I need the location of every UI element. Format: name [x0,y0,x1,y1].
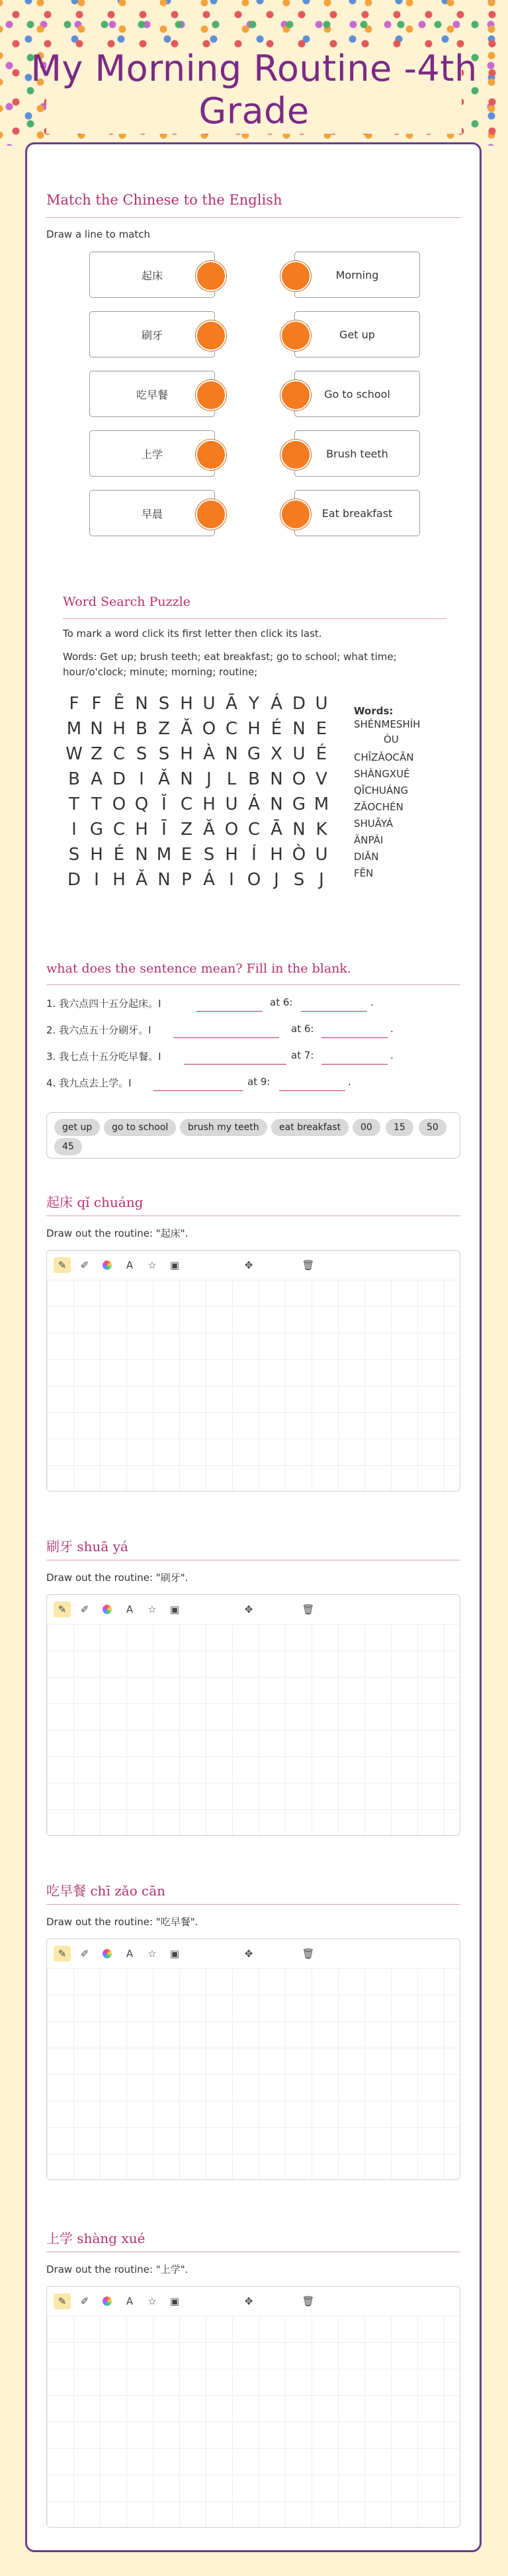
grid-letter[interactable]: À [203,744,215,764]
sentence-end: . [370,996,374,1008]
match-right-label: Go to school [324,387,390,401]
wordlist-item: CHĪZǍOCĀN [354,751,414,763]
sentence-time: at 7: [291,1049,314,1061]
grid-letter[interactable]: Z [91,744,103,764]
grid-letter[interactable]: Á [203,870,215,890]
match-left-dot[interactable] [196,380,226,410]
match-left-dot[interactable] [196,320,226,351]
grid-letter[interactable]: S [158,694,170,714]
grid-letter[interactable]: S [68,845,80,865]
blank-field[interactable] [321,1064,388,1065]
grid-letter[interactable]: H [225,845,238,865]
match-right-box[interactable] [294,252,420,298]
grid-letter[interactable]: N [292,820,306,839]
blank-field[interactable] [184,1064,286,1065]
grid-letter[interactable]: W [65,744,83,764]
wordlist-item: ZǍOCHÉN [354,801,403,813]
image-icon[interactable]: ▣ [169,1259,180,1271]
sentence-end: . [348,1076,351,1088]
grid-letter[interactable]: G [292,794,306,814]
word-chip[interactable]: brush my teeth [180,1119,267,1136]
drawing-canvas[interactable] [47,1968,460,2179]
palette-swatch [103,1949,112,1958]
drawing-title: 上学 shàng xué [46,2230,146,2246]
drawing-panel [46,1250,460,1492]
marker-icon[interactable]: ✐ [80,1259,89,1271]
drawing-title: 吃早餐 chī zǎo cān [46,1883,166,1899]
drawing-toolbar [47,1939,460,1969]
marker-icon[interactable]: ✐ [80,2295,89,2307]
word-chip[interactable]: 50 [419,1119,446,1136]
wordsearch-title: Word Search Puzzle [63,595,190,609]
blank-field[interactable] [153,1090,243,1091]
text-icon[interactable]: A [126,1948,134,1960]
drawing-instruction: Draw out the routine: "起床". [46,1227,189,1239]
grid-letter[interactable]: Ǎ [136,870,148,890]
sentence-text: 2. 我六点五十分刷牙。I [46,1024,151,1036]
grid-letter[interactable]: Y [249,694,259,714]
word-chip[interactable]: 00 [353,1119,380,1136]
grid-letter[interactable]: M [314,794,329,814]
grid-letter[interactable]: S [293,870,305,890]
grid-letter[interactable]: P [181,870,192,890]
match-left-dot[interactable] [196,499,226,530]
grid-letter[interactable]: O [202,719,216,739]
trash-icon[interactable]: 🗑 [302,2295,315,2307]
grid-letter[interactable]: B [248,769,260,789]
star-icon[interactable]: ☆ [148,2295,157,2307]
move-icon[interactable]: ✥ [244,2295,253,2307]
match-left-label: 起床 [141,269,163,282]
sentence-text: 3. 我七点十五分吃早餐。I [46,1051,161,1063]
wordsearch-rule [63,618,446,619]
word-chip[interactable]: 45 [54,1138,82,1155]
drawing-toolbar [47,1595,460,1625]
star-icon[interactable]: ☆ [148,1948,157,1960]
grid-letter[interactable]: H [202,794,216,814]
sentence-text: 1. 我六点四十五分起床。I [46,998,161,1010]
grid-letter[interactable]: S [136,744,148,764]
grid-letter[interactable]: I [94,870,99,890]
grid-letter[interactable]: N [270,769,283,789]
grid-letter[interactable]: Ǎ [158,769,170,789]
match-right-dot[interactable] [280,320,311,351]
word-chip[interactable]: go to school [104,1119,176,1136]
match-left-label: 吃早餐 [136,388,168,401]
pencil-icon[interactable]: ✎ [54,2293,71,2309]
grid-letter[interactable]: U [225,794,238,814]
grid-letter[interactable]: J [319,870,324,890]
fillblank-rule [46,984,460,985]
wordlist-item: SHÀNGXUÉ [354,768,410,780]
grid-letter[interactable]: G [247,744,261,764]
trash-icon[interactable]: 🗑 [302,1948,315,1960]
grid-letter[interactable]: H [180,744,193,764]
marker-icon[interactable]: ✐ [80,1603,89,1615]
grid-letter[interactable]: U [315,845,328,865]
grid-letter[interactable]: H [112,719,126,739]
word-chip[interactable]: eat breakfast [271,1119,349,1136]
image-icon[interactable]: ▣ [169,2295,180,2307]
grid-letter[interactable]: H [180,694,193,714]
match-right-dot[interactable] [280,499,311,530]
star-icon[interactable]: ☆ [148,1603,157,1615]
grid-letter[interactable]: B [136,719,148,739]
grid-letter[interactable]: J [206,769,212,789]
wordlist-item: DIǍN [354,851,379,863]
text-icon[interactable]: A [126,2295,134,2307]
grid-letter[interactable]: É [113,845,125,865]
grid-letter[interactable]: Á [271,694,282,714]
text-icon[interactable]: A [126,1259,134,1271]
grid-letter[interactable]: Z [158,719,170,739]
wordsearch-instruction: To mark a word click its first letter then click its last. [63,628,322,640]
wordsearch-words-line2: hour/o'clock; minute; morning; routine; [63,666,258,678]
grid-letter[interactable]: E [181,845,192,865]
grid-letter[interactable]: N [225,744,238,764]
sentence-text: 4. 我九点去上学。I [46,1077,132,1089]
grid-letter[interactable]: N [157,870,171,890]
grid-letter[interactable]: Á [248,794,260,814]
grid-letter[interactable]: Í [251,845,257,865]
grid-letter[interactable]: N [270,794,283,814]
palette-swatch [103,1605,112,1614]
drawing-canvas[interactable] [47,2316,460,2527]
grid-letter[interactable]: H [112,870,126,890]
wordlist-item: SHUĀYÁ [354,818,394,830]
blank-field[interactable] [321,1037,388,1038]
grid-letter[interactable]: Ǎ [203,820,215,839]
match-left-label: 上学 [141,448,163,461]
grid-letter[interactable]: I [71,820,77,839]
drawing-toolbar [47,2287,460,2316]
match-right-dot[interactable] [280,380,311,410]
grid-letter[interactable]: A [91,769,103,789]
match-left-dot[interactable] [196,440,226,470]
match-left-dot[interactable] [196,261,226,291]
grid-letter[interactable]: Ê [113,694,125,714]
grid-letter[interactable]: U [202,694,216,714]
color-palette-icon[interactable] [99,2293,116,2309]
color-palette-icon[interactable] [99,1601,116,1617]
drawing-instruction: Draw out the routine: "刷牙". [46,1572,189,1584]
grid-letter[interactable]: E [316,719,327,739]
grid-letter[interactable]: G [89,820,104,839]
trash-icon[interactable]: 🗑 [302,1259,315,1271]
grid-letter[interactable]: C [225,719,238,739]
grid-letter[interactable]: N [135,845,148,865]
image-icon[interactable]: ▣ [169,1948,180,1960]
wordlist-title: Words: [354,705,394,717]
grid-letter[interactable]: H [90,845,103,865]
grid-letter[interactable]: C [112,820,126,839]
grid-letter[interactable]: D [292,694,306,714]
grid-letter[interactable]: É [316,744,327,764]
drawing-panel [46,1938,460,2180]
wordlist-item: FĒN [354,867,374,879]
blank-field[interactable] [196,1011,263,1012]
grid-letter[interactable]: C [247,820,261,839]
blank-field[interactable] [173,1037,279,1038]
drawing-instruction: Draw out the routine: "吃早餐". [46,1916,198,1928]
drawing-title: 起床 qǐ chuáng [46,1194,144,1210]
drawing-panel [46,1594,460,1836]
grid-letter[interactable]: Ī [161,820,167,839]
palette-swatch [103,1261,112,1270]
matching-instruction: Draw a line to match [46,228,151,240]
sentence-end: . [390,1023,394,1035]
grid-letter[interactable]: I [139,769,144,789]
grid-letter[interactable]: N [180,769,193,789]
match-right-dot[interactable] [280,440,311,470]
pencil-icon[interactable]: ✎ [54,1946,71,1962]
drawing-canvas[interactable] [47,1624,460,1835]
pencil-icon[interactable]: ✎ [54,1257,71,1273]
blank-field[interactable] [301,1011,367,1012]
grid-letter[interactable]: N [90,719,103,739]
grid-letter[interactable]: Ǐ [161,794,167,814]
match-right-label: Morning [335,268,379,281]
wordsearch-words-line1: Words: Get up; brush teeth; eat breakfast; go to school; what time; [63,651,397,663]
grid-letter[interactable]: O [112,794,126,814]
grid-letter[interactable]: T [69,794,79,814]
sentence-end: . [390,1049,394,1061]
drawing-title: 刷牙 shuā yá [46,1539,128,1554]
match-right-box[interactable] [294,311,420,358]
grid-letter[interactable]: X [271,744,282,764]
match-right-box[interactable] [294,430,420,477]
grid-letter[interactable]: V [316,769,327,789]
marker-icon[interactable]: ✐ [80,1948,89,1960]
fillblank-title: what does the sentence mean? Fill in the blank. [46,961,351,976]
word-chip[interactable]: 15 [386,1119,413,1136]
grid-letter[interactable]: D [112,769,126,789]
trash-icon[interactable]: 🗑 [302,1603,315,1615]
wordlist-item: SHÉNMESHÍH [354,718,421,730]
wordlist-item: ǍNPÁI [354,834,384,846]
drawing-rule [46,1904,460,1905]
grid-letter[interactable]: O [292,769,306,789]
palette-swatch [103,2297,112,2306]
grid-letter[interactable]: Ǎ [181,719,192,739]
move-icon[interactable]: ✥ [244,1603,253,1615]
word-chip[interactable]: get up [54,1119,100,1136]
grid-letter[interactable]: H [135,820,148,839]
grid-letter[interactable]: B [68,769,80,789]
drawing-toolbar [47,1251,460,1280]
star-icon[interactable]: ☆ [148,1259,157,1271]
grid-letter[interactable]: I [229,870,234,890]
sentence-time: at 9: [247,1076,271,1088]
grid-letter[interactable]: Ò [292,845,306,865]
wordlist-item: ÒU [384,734,399,745]
grid-letter[interactable]: S [203,845,215,865]
drawing-instruction: Draw out the routine: "上学". [46,2264,189,2275]
image-icon[interactable]: ▣ [169,1603,180,1615]
sentence-time: at 6: [270,996,293,1008]
grid-letter[interactable]: H [270,845,283,865]
matching-rule [46,217,460,218]
grid-letter[interactable]: F [91,694,102,714]
grid-letter[interactable]: Ā [271,820,282,839]
match-right-box[interactable] [294,371,420,417]
grid-letter[interactable]: C [112,744,126,764]
match-right-label: Eat breakfast [321,506,393,520]
grid-letter[interactable]: Ā [226,694,237,714]
grid-letter[interactable]: É [271,719,282,739]
grid-letter[interactable]: N [292,719,306,739]
grid-letter[interactable]: H [247,719,261,739]
grid-letter[interactable]: L [226,769,237,789]
grid-letter[interactable]: J [274,870,279,890]
grid-letter[interactable]: U [315,694,328,714]
grid-letter[interactable]: S [158,744,170,764]
sentence-time: at 6: [291,1023,314,1035]
grid-letter[interactable]: M [66,719,82,739]
grid-letter[interactable]: K [316,820,327,839]
match-right-label: Get up [339,328,375,341]
grid-letter[interactable]: T [91,794,102,814]
grid-letter[interactable]: C [180,794,193,814]
color-palette-icon[interactable] [99,1257,116,1273]
drawing-canvas[interactable] [47,1280,460,1491]
matching-title: Match the Chinese to the English [46,192,282,208]
page-title: My Morning Routine -4th Grade [30,48,478,132]
move-icon[interactable]: ✥ [244,1259,253,1271]
match-right-box[interactable] [294,490,420,536]
grid-letter[interactable]: U [292,744,306,764]
match-right-label: Brush teeth [326,447,388,460]
drawing-panel [46,2286,460,2528]
match-right-dot[interactable] [280,261,311,291]
grid-letter[interactable]: M [156,845,172,865]
grid-letter[interactable]: F [69,694,79,714]
color-palette-icon[interactable] [99,1946,116,1962]
grid-letter[interactable]: D [67,870,81,890]
grid-letter[interactable]: Z [181,820,192,839]
blank-field[interactable] [279,1090,345,1091]
grid-letter[interactable]: N [135,694,148,714]
wordlist-item: QǏCHUÁNG [354,785,409,796]
move-icon[interactable]: ✥ [244,1948,253,1960]
match-left-label: 刷牙 [141,328,163,342]
grid-letter[interactable]: O [247,870,261,890]
grid-letter[interactable]: O [224,820,239,839]
pencil-icon[interactable]: ✎ [54,1601,71,1617]
match-left-label: 早晨 [141,507,163,520]
grid-letter[interactable]: Q [134,794,149,814]
text-icon[interactable]: A [126,1603,134,1615]
